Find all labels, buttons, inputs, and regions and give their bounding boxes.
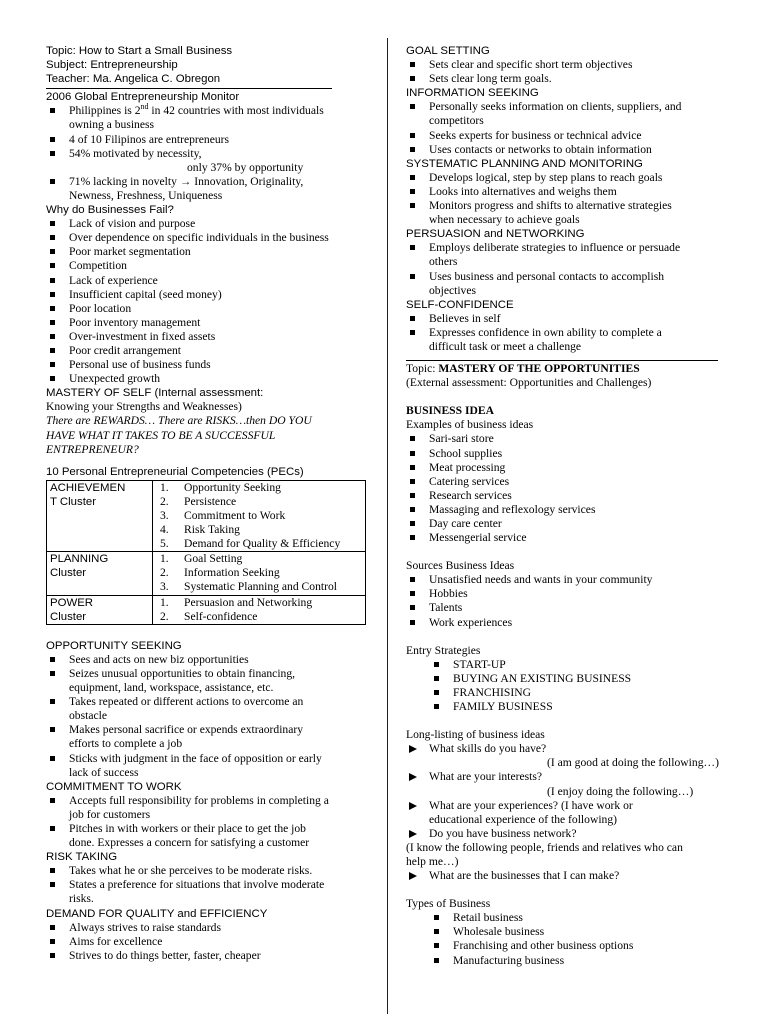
list-item: Poor location xyxy=(46,302,372,316)
pecs-table xyxy=(46,480,366,625)
list-item: Makes personal sacrifice or expends extraordinary efforts to complete a job xyxy=(46,723,372,751)
right-column xyxy=(406,44,724,968)
rewards-text: ENTREPRENEUR? xyxy=(46,442,139,456)
topic2-line: Topic: MASTERY OF THE OPPORTUNITIES xyxy=(406,362,640,376)
list-item: Uses business and personal contacts to accomplish objectives xyxy=(406,270,724,298)
section-heading: SYSTEMATIC PLANNING AND MONITORING xyxy=(406,157,643,170)
sources-list xyxy=(406,573,724,629)
list-item: Expresses confidence in own ability to complete a difficult task or meet a challenge xyxy=(406,326,724,354)
list-item: Over-investment in fixed assets xyxy=(46,330,372,344)
types-heading: Types of Business xyxy=(406,897,491,911)
list-item: Competition xyxy=(46,259,372,273)
section-heading: INFORMATION SEEKING xyxy=(406,87,539,100)
header-rule xyxy=(46,88,332,89)
list-item: Do you have business network? xyxy=(406,827,724,841)
table-row xyxy=(47,595,366,624)
list-item: What are the businesses that I can make? xyxy=(406,869,724,883)
section-list xyxy=(406,58,724,86)
section-list xyxy=(406,241,724,297)
list-item: Massaging and reflexology services xyxy=(406,503,724,517)
longlist-questions xyxy=(406,869,724,883)
column-divider xyxy=(387,38,388,1014)
list-item: Personally seeks information on clients, suppliers, and competitors xyxy=(406,100,724,128)
list-item: Believes in self xyxy=(406,312,724,326)
business-idea-heading: BUSINESS IDEA xyxy=(406,404,494,418)
competency-cell: 1. Opportunity Seeking 2. Persistence 3. Commitment to Work 4. Risk Taking 5. Demand for Quality & Efficiency xyxy=(153,480,366,551)
gem-list xyxy=(46,104,372,203)
rewards-text: HAVE WHAT IT TAKES TO BE A SUCCESSFUL xyxy=(46,428,276,442)
section-heading: PERSUASION and NETWORKING xyxy=(406,228,585,241)
section-list xyxy=(406,100,724,156)
types-list xyxy=(406,911,724,967)
list-item: Unsatisfied needs and wants in your community xyxy=(406,573,724,587)
list-item: Insufficient capital (seed money) xyxy=(46,288,372,302)
list-item: What skills do you have? (I am good at doing the following…) xyxy=(406,742,724,770)
cluster-cell: POWER Cluster xyxy=(47,595,153,624)
external-line: (External assessment: Opportunities and Challenges) xyxy=(406,376,652,390)
list-item: School supplies xyxy=(406,447,724,461)
cluster-cell: ACHIEVEMEN T Cluster xyxy=(47,480,153,551)
list-item: Franchising and other business options xyxy=(406,939,724,953)
list-item: Accepts full responsibility for problems in completing a job for customers xyxy=(46,794,372,822)
list-item: Takes what he or she perceives to be moderate risks. xyxy=(46,864,372,878)
topic-line: Topic: How to Start a Small Business xyxy=(46,45,233,57)
section-list xyxy=(46,794,372,850)
list-item: Sets clear long term goals. xyxy=(406,72,724,86)
pecs-heading: 10 Personal Entrepreneurial Competencies (PECs) xyxy=(46,465,304,478)
list-item: Work experiences xyxy=(406,616,724,630)
competency-cell: 1. Persuasion and Networking 2. Self-confidence xyxy=(153,595,366,624)
list-item: Retail business xyxy=(406,911,724,925)
list-item: Pitches in with workers or their place to get the job done. Expresses a concern for satisfying a customer xyxy=(46,822,372,850)
list-item: Poor market segmentation xyxy=(46,245,372,259)
section-list xyxy=(406,171,724,227)
longlist-heading: Long-listing of business ideas xyxy=(406,728,545,742)
section-list xyxy=(46,864,372,906)
list-item: START-UP xyxy=(406,658,724,672)
left-column xyxy=(46,44,372,963)
list-item: FRANCHISING xyxy=(406,686,724,700)
list-item: FAMILY BUSINESS xyxy=(406,700,724,714)
list-item: Poor inventory management xyxy=(46,316,372,330)
list-item: Personal use of business funds xyxy=(46,358,372,372)
entry-heading: Entry Strategies xyxy=(406,643,481,657)
list-item: Sari-sari store xyxy=(406,432,724,446)
list-item: Unexpected growth xyxy=(46,372,372,386)
list-item: Philippines is 2nd in 42 countries with most individuals owning a business xyxy=(46,104,372,132)
list-item: Uses contacts or networks to obtain information xyxy=(406,143,724,157)
cluster-cell: PLANNING Cluster xyxy=(47,552,153,595)
section-heading: SELF-CONFIDENCE xyxy=(406,298,514,311)
list-item: Over dependence on specific individuals in the business xyxy=(46,231,372,245)
examples-heading: Examples of business ideas xyxy=(406,418,534,432)
teacher-line: Teacher: Ma. Angelica C. Obregon xyxy=(46,73,221,86)
mastery-subheading: Knowing your Strengths and Weaknesses) xyxy=(46,400,242,414)
list-item: Takes repeated or different actions to overcome an obstacle xyxy=(46,695,372,723)
list-item: BUYING AN EXISTING BUSINESS xyxy=(406,672,724,686)
gem-heading: 2006 Global Entrepreneurship Monitor xyxy=(46,91,240,104)
list-item: Employs deliberate strategies to influence or persuade others xyxy=(406,241,724,269)
subject-line: Subject: Entrepreneurship xyxy=(46,59,178,72)
list-item: States a preference for situations that involve moderate risks. xyxy=(46,878,372,906)
list-item: Sets clear and specific short term objectives xyxy=(406,58,724,72)
section-rule xyxy=(406,360,718,361)
list-item: Always strives to raise standards xyxy=(46,921,372,935)
fail-list xyxy=(46,217,372,386)
list-item: Strives to do things better, faster, cheaper xyxy=(46,949,372,963)
list-item: Lack of vision and purpose xyxy=(46,217,372,231)
list-item: Seeks experts for business or technical advice xyxy=(406,129,724,143)
list-item: Sticks with judgment in the face of opposition or early lack of success xyxy=(46,752,372,780)
section-list xyxy=(406,312,724,354)
section-heading: COMMITMENT TO WORK xyxy=(46,780,182,793)
sources-heading: Sources Business Ideas xyxy=(406,559,515,573)
list-item: Meat processing xyxy=(406,461,724,475)
list-item: Catering services xyxy=(406,475,724,489)
longlist-questions xyxy=(406,742,724,841)
list-item: Seizes unusual opportunities to obtain financing, equipment, land, workspace, assistance, etc. xyxy=(46,667,372,695)
list-item: What are your experiences? (I have work or educational experience of the following) xyxy=(406,799,724,827)
list-item: Day care center xyxy=(406,517,724,531)
competency-cell: 1. Goal Setting 2. Information Seeking 3. Systematic Planning and Control xyxy=(153,552,366,595)
list-item: Monitors progress and shifts to alternative strategies when necessary to achieve goals xyxy=(406,199,724,227)
list-item: Research services xyxy=(406,489,724,503)
section-heading: OPPORTUNITY SEEKING xyxy=(46,639,182,652)
network-answer: (I know the following people, friends and relatives who can xyxy=(406,840,683,854)
fail-heading: Why do Businesses Fail? xyxy=(46,204,174,217)
list-item: 4 of 10 Filipinos are entrepreneurs xyxy=(46,133,372,147)
list-item: Develops logical, step by step plans to reach goals xyxy=(406,171,724,185)
section-list xyxy=(46,921,372,963)
mastery-heading: MASTERY OF SELF (Internal assessment: xyxy=(46,387,264,400)
list-item: Poor credit arrangement xyxy=(46,344,372,358)
examples-list xyxy=(406,432,724,545)
list-item: Talents xyxy=(406,601,724,615)
list-item: Aims for excellence xyxy=(46,935,372,949)
table-row xyxy=(47,480,366,551)
list-item: Messengerial service xyxy=(406,531,724,545)
list-item: Sees and acts on new biz opportunities xyxy=(46,653,372,667)
table-row xyxy=(47,552,366,595)
list-item: Hobbies xyxy=(406,587,724,601)
section-heading: DEMAND FOR QUALITY and EFFICIENCY xyxy=(46,907,268,920)
network-answer: help me…) xyxy=(406,854,459,868)
list-item: Wholesale business xyxy=(406,925,724,939)
list-item: Lack of experience xyxy=(46,274,372,288)
section-heading: GOAL SETTING xyxy=(406,45,490,57)
section-list xyxy=(46,653,372,780)
list-item: 71% lacking in novelty → Innovation, Originality, Newness, Freshness, Uniqueness xyxy=(46,175,372,203)
entry-list xyxy=(406,658,724,714)
list-item: Manufacturing business xyxy=(406,954,724,968)
section-heading: RISK TAKING xyxy=(46,851,118,864)
list-item: 54% motivated by necessity, only 37% by opportunity xyxy=(46,147,372,175)
rewards-text: There are REWARDS… There are RISKS…then DO YOU xyxy=(46,414,312,428)
list-item: What are your interests? (I enjoy doing the following…) xyxy=(406,770,724,798)
list-item: Looks into alternatives and weighs them xyxy=(406,185,724,199)
